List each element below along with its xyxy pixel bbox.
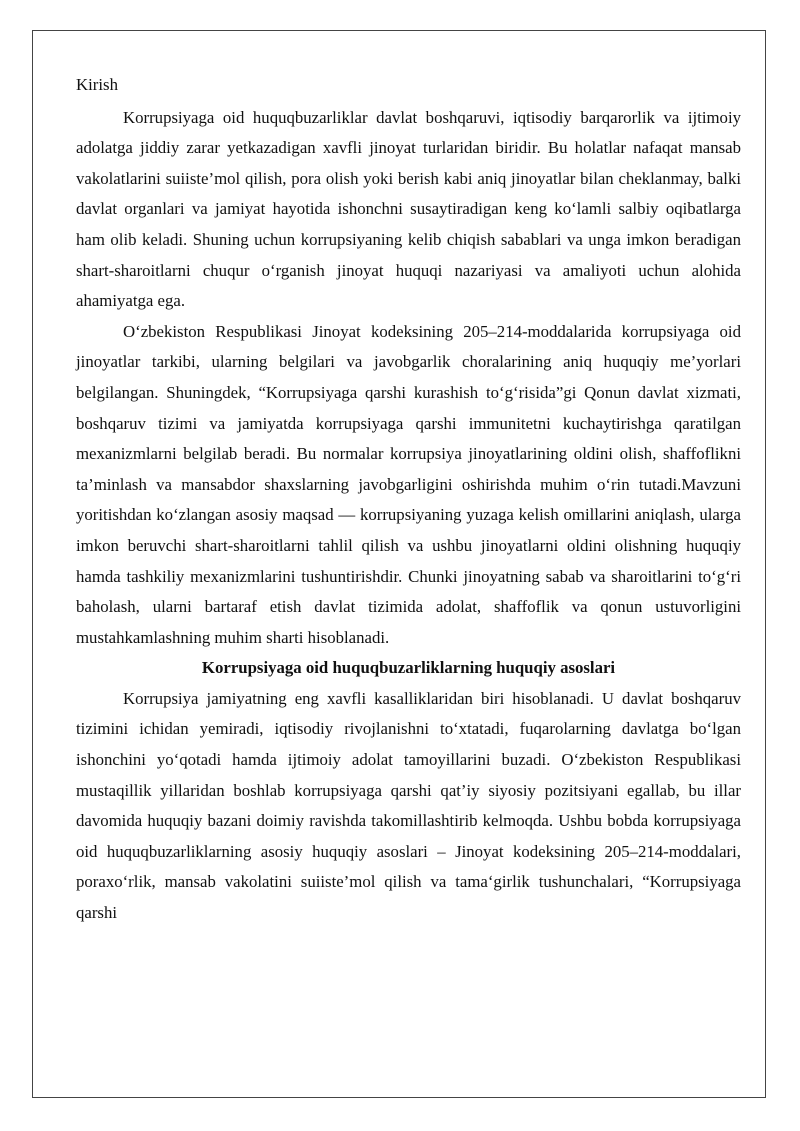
section-paragraph-1: Korrupsiya jamiyatning eng xavfli kasalliklaridan biri hisoblanadi. U davlat boshqaruv tizimini ichidan yemiradi, iqtisodiy rivojlanishni to‘xtatadi, fuqarolarning davlatga bo‘lgan ishonchini yo‘qotadi hamda ijtimoiy adolat tamoyillarini buzadi. O‘zbekiston Respublikasi mustaqillik yillaridan boshlab korrupsiyaga qarshi qat’iy siyosiy pozitsiyani egallab, bu illar davomida huquqiy bazani doimiy ravishda takomillashtirib kelmoqda. Ushbu bobda korrupsiyaga oid huquqbuzarliklarning asosiy huquqiy asoslari – Jinoyat kodeksining 205–214-moddalari, poraxo‘rlik, mansab vakolatini suiiste’mol qilish va tama‘girlik tushunchalari, “Korrupsiyaga qarshi	[76, 688, 741, 923]
section-title: Korrupsiyaga oid huquqbuzarliklarning huquqiy asoslari	[201, 658, 616, 678]
document-body	[76, 70, 741, 929]
intro-heading: Kirish	[76, 75, 118, 94]
intro-paragraph-1: Korrupsiyaga oid huquqbuzarliklar davlat boshqaruvi, iqtisodiy barqarorlik va ijtimoiy adolatga jiddiy zarar yetkazadigan xavfli jinoyat turlaridan biridir. Bu holatlar nafaqat mansab vakolatlarini suiiste’mol qilish, pora olish yoki berish kabi aniq jinoyatlar bilan cheklanmay, balki davlat organlari va jamiyat hayotida ishonchni susaytiradigan keng ko‘lamli salbiy oqibatlarga ham olib keladi. Shuning uchun korrupsiyaning kelib chiqish sabablari va unga imkon beradigan shart-sharoitlarni chuqur o‘rganish jinoyat huquqi nazariyasi va amaliyoti uchun alohida ahamiyatga ega.	[76, 107, 741, 311]
intro-paragraph-2: O‘zbekiston Respublikasi Jinoyat kodeksining 205–214-moddalarida korrupsiyaga oid jinoyatlar tarkibi, ularning belgilari va javobgarlik choralarining aniq huquqiy me’yorlari belgilangan. Shuningdek, “Korrupsiyaga qarshi kurashish to‘g‘risida”gi Qonun davlat xizmati, boshqaruv tizimi va jamiyatda korrupsiyaga qarshi immunitetni kuchaytirishga qaratilgan mexanizmlarni belgilab beradi. Bu normalar korrupsiya jinoyatlarining oldini olish, shaffoflikni ta’minlash va mansabdor shaxslarning javobgarligini oshirishda muhim o‘rin tutadi.Mavzuni yoritishdan ko‘zlangan asosiy maqsad — korrupsiyaning yuzaga kelish omillarini aniqlash, ularga imkon beruvchi shart-sharoitlarni tahlil qilish va ushbu jinoyatlarni oldini olishning huquqiy hamda tashkiliy mexanizmlarini tushuntirishdir. Chunki jinoyatning sabab va sharoitlarini to‘g‘ri baholash, ularni bartaraf etish davlat tizimida adolat, shaffoflik va qonun ustuvorligini mustahkamlashning muhim sharti hisoblanadi.	[76, 321, 741, 647]
